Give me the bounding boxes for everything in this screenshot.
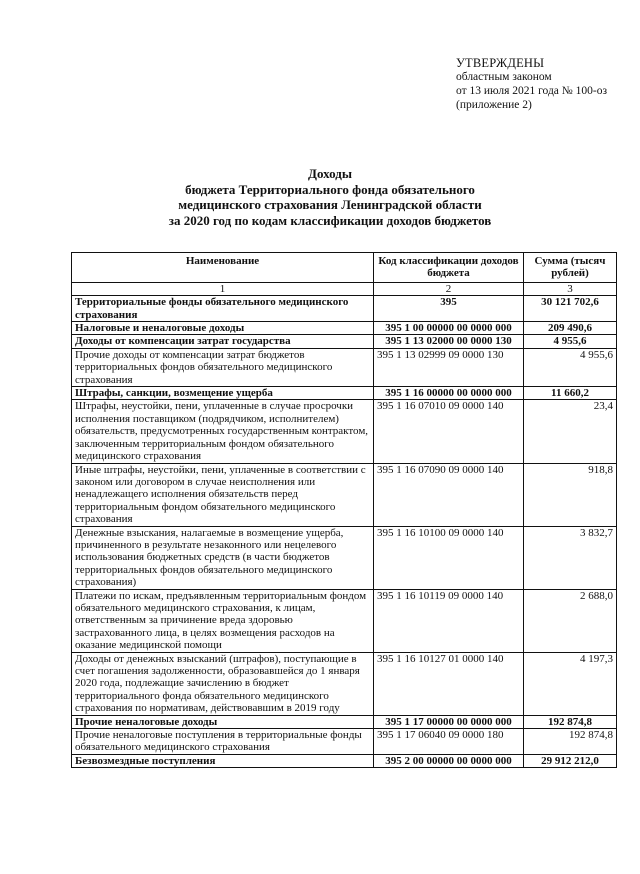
row-amount-cell: 3 832,7 <box>524 526 617 589</box>
header-name: Наименование <box>72 253 374 283</box>
title-line-3: медицинского страхования Ленинградской области <box>178 197 482 212</box>
header-amount: Сумма (тысяч рублей) <box>524 253 617 283</box>
income-table <box>71 252 617 768</box>
row-name-cell: Штрафы, санкции, возмещение ущерба <box>72 387 374 400</box>
row-code-cell: 395 1 16 10119 09 0000 140 <box>374 589 524 652</box>
row-amount-cell: 209 490,6 <box>524 322 617 335</box>
table-row <box>72 296 617 322</box>
approval-line-4: (приложение 2) <box>456 99 532 111</box>
row-code-cell: 395 2 00 00000 00 0000 000 <box>374 754 524 767</box>
header-code: Код классификации доходов бюджета <box>374 253 524 283</box>
row-name-cell: Доходы от денежных взысканий (штрафов), поступающие в счет погашения задолженности, образовавшейся до 1 января 2020 года, подлежащие зачислению в бюджет территориального фонда обязательного медицинского страхования по нормативам, действовавшим в 2019 году <box>72 652 374 715</box>
table-row <box>72 526 617 589</box>
document-title <box>80 166 580 228</box>
table-row <box>72 754 617 767</box>
row-amount-cell: 4 197,3 <box>524 652 617 715</box>
row-code-cell: 395 1 16 10100 09 0000 140 <box>374 526 524 589</box>
row-name-cell: Налоговые и неналоговые доходы <box>72 322 374 335</box>
row-name-cell: Штрафы, неустойки, пени, уплаченные в случае просрочки исполнения поставщиком (подрядчиком, исполнителем) обязательств, предусмотренных государственным контрактом, заключенным территориальным фондом обязательного медицинского страхования <box>72 400 374 463</box>
row-code-cell: 395 1 16 07010 09 0000 140 <box>374 400 524 463</box>
row-name-cell: Денежные взыскания, налагаемые в возмещение ущерба, причиненного в результате незаконного или нецелевого использования бюджетных средств (в части бюджетов территориальных фондов обязательного медицинского страхования) <box>72 526 374 589</box>
table-row <box>72 463 617 526</box>
column-number: 2 <box>374 282 524 295</box>
table-row <box>72 589 617 652</box>
row-amount-cell: 192 874,8 <box>524 729 617 755</box>
table-row <box>72 387 617 400</box>
table-row <box>72 335 617 348</box>
row-name-cell: Прочие неналоговые доходы <box>72 715 374 728</box>
row-code-cell: 395 1 13 02000 00 0000 130 <box>374 335 524 348</box>
row-amount-cell: 29 912 212,0 <box>524 754 617 767</box>
row-amount-cell: 4 955,6 <box>524 335 617 348</box>
row-amount-cell: 918,8 <box>524 463 617 526</box>
row-amount-cell: 4 955,6 <box>524 348 617 386</box>
row-name-cell: Прочие доходы от компенсации затрат бюджетов территориальных фондов обязательного медицинского страхования <box>72 348 374 386</box>
row-amount-cell: 192 874,8 <box>524 715 617 728</box>
row-name-cell: Иные штрафы, неустойки, пени, уплаченные в соответствии с законом или договором в случае неисполнения или ненадлежащего исполнения обязательств перед территориальным фондом обязательного медицинского страхования <box>72 463 374 526</box>
row-name-cell: Прочие неналоговые поступления в территориальные фонды обязательного медицинского страхования <box>72 729 374 755</box>
column-number: 1 <box>72 282 374 295</box>
row-code-cell: 395 1 13 02999 09 0000 130 <box>374 348 524 386</box>
title-line-1: Доходы <box>308 166 352 181</box>
table-row <box>72 348 617 386</box>
column-number-row <box>72 282 617 295</box>
approval-line-1: УТВЕРЖДЕНЫ <box>456 56 545 70</box>
row-code-cell: 395 1 16 07090 09 0000 140 <box>374 463 524 526</box>
row-amount-cell: 30 121 702,6 <box>524 296 617 322</box>
column-number: 3 <box>524 282 617 295</box>
table-header-row <box>72 253 617 283</box>
row-code-cell: 395 1 16 10127 01 0000 140 <box>374 652 524 715</box>
row-name-cell: Территориальные фонды обязательного медицинского страхования <box>72 296 374 322</box>
row-amount-cell: 2 688,0 <box>524 589 617 652</box>
row-name-cell: Платежи по искам, предъявленным территориальным фондом обязательного медицинского страхования, к лицам, ответственным за причинение вреда здоровью застрахованного лица, в целях возмещения расходов на оказание медицинской помощи <box>72 589 374 652</box>
title-line-4: за 2020 год по кодам классификации доходов бюджетов <box>168 212 492 228</box>
approval-line-2: областным законом <box>456 71 552 83</box>
table-row <box>72 400 617 463</box>
row-code-cell: 395 1 17 06040 09 0000 180 <box>374 729 524 755</box>
table-row <box>72 652 617 715</box>
row-code-cell: 395 1 17 00000 00 0000 000 <box>374 715 524 728</box>
row-name-cell: Доходы от компенсации затрат государства <box>72 335 374 348</box>
approval-line-3: от 13 июля 2021 года № 100-оз <box>456 85 608 97</box>
table-row <box>72 729 617 755</box>
row-code-cell: 395 <box>374 296 524 322</box>
table-row <box>72 715 617 728</box>
approval-block <box>456 56 636 112</box>
row-code-cell: 395 1 16 00000 00 0000 000 <box>374 387 524 400</box>
title-line-2: бюджета Территориального фонда обязательного <box>185 181 475 197</box>
row-amount-cell: 23,4 <box>524 400 617 463</box>
table-body <box>72 296 617 768</box>
table-row <box>72 322 617 335</box>
row-name-cell: Безвозмездные поступления <box>72 754 374 767</box>
row-amount-cell: 11 660,2 <box>524 387 617 400</box>
row-code-cell: 395 1 00 00000 00 0000 000 <box>374 322 524 335</box>
